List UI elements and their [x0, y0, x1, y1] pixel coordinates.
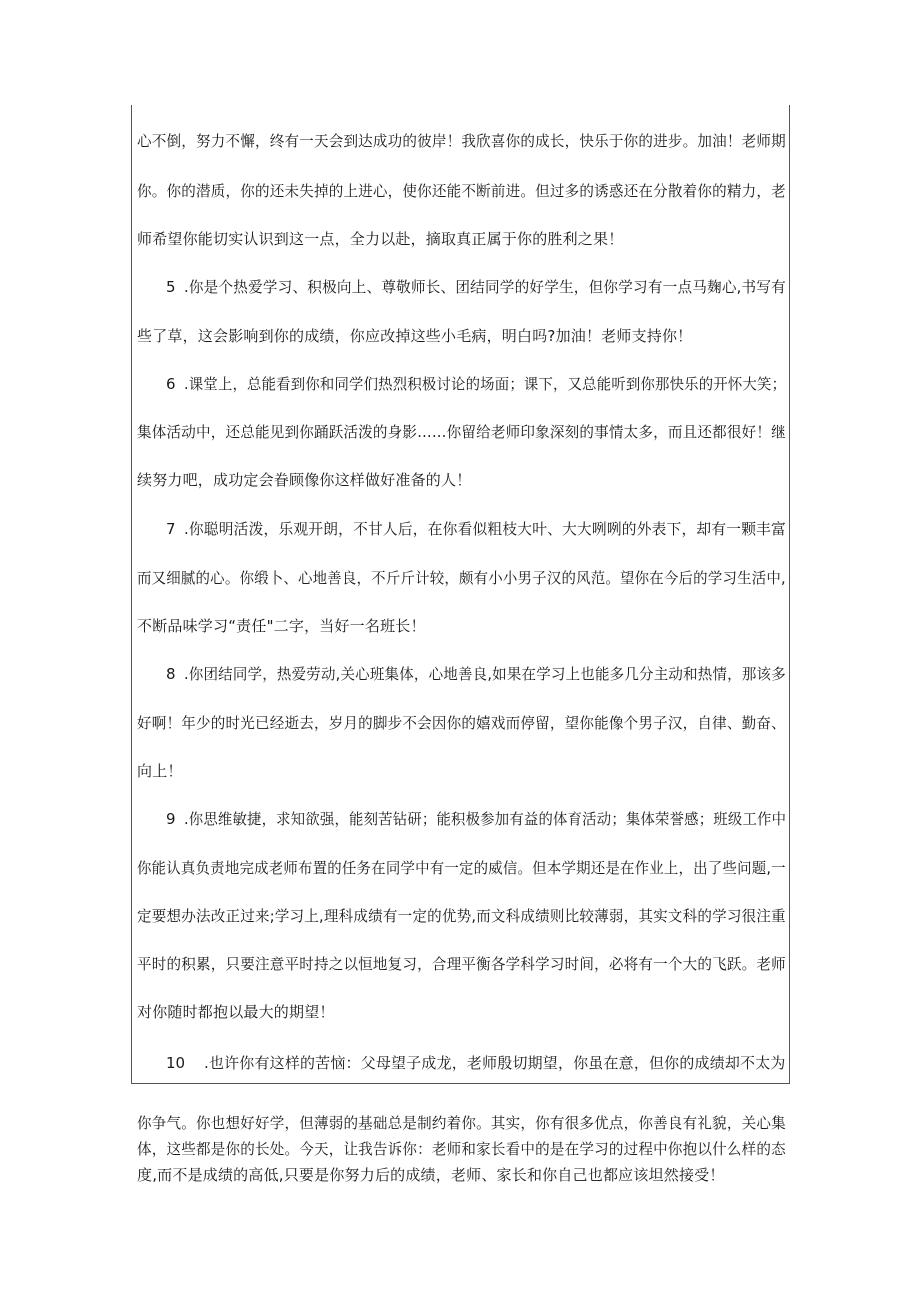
item-number: 9: [166, 810, 176, 828]
paragraph-line: 定要想办法改正过来;学习上,理科成绩有一定的优势,而文科成绩则比较薄弱，其实文科的学习很注重: [137, 907, 786, 925]
item-number: 8: [166, 665, 176, 683]
item-number: 5: [166, 278, 176, 296]
paragraph-line: 续努力吧，成功定会眷顾像你这样做好准备的人！: [137, 471, 472, 489]
paragraph-line: .你是个热爱学习、积极向上、尊敬师长、团结同学的好学生，但你学习有一点马麹心,书写有: [184, 278, 786, 296]
paragraph-line: 不断品味学习“责任"二字，当好一名班长！: [137, 617, 426, 635]
paragraph-line: 些了草，这会影响到你的成绩，你应改掉这些小毛病，明白吗?加油！老师支持你！: [137, 327, 693, 345]
paragraph-line: 好啊！年少的时光已经逝去，岁月的脚步不会因你的嬉戏而停留，望你能像个男子汉，自律、勤奋、: [137, 714, 786, 732]
item-number: 7: [166, 520, 176, 538]
paragraph-line: 你争气。你也想好好学，但薄弱的基础总是制约着你。其实，你有很多优点，你善良有礼貌，关心集: [137, 1114, 786, 1132]
paragraph-line: 而又细腻的心。你缎卜、心地善良，不斤斤计较，颇有小小男子汉的风范。望你在今后的学习生活中,: [137, 569, 786, 587]
paragraph-line: 向上！: [137, 762, 183, 780]
paragraph-line: 平时的积累，只要注意平时持之以恒地复习，合理平衡各学科学习时间，必将有一个大的飞跃。老师: [137, 955, 786, 973]
paragraph-line: 对你随时都抱以最大的期望！: [137, 1003, 335, 1021]
item-number: 6: [166, 375, 176, 393]
paragraph-line: 集体活动中，还总能见到你踊跃活泼的身影……你留给老师印象深刻的事情太多，而且还都很好！继: [137, 423, 786, 441]
paragraph-line: .你团结同学，热爱劳动,关心班集体，心地善良,如果在学习上也能多几分主动和热情，那该多: [184, 665, 786, 683]
paragraph-line: 师希望你能切实认识到这一点，全力以赴，摘取真正属于你的胜利之果！: [137, 230, 624, 248]
text-frame-border: [131, 105, 790, 1084]
item-number: 10: [166, 1054, 186, 1072]
paragraph-line: .你聪明活泼，乐观开朗，不甘人后，在你看似粗枝大叶、大大咧咧的外表下，却有一颗丰富: [184, 520, 786, 538]
paragraph-line: 心不倒，努力不懈，终有一天会到达成功的彼岸！我欣喜你的成长，快乐于你的进步。加油！老师期: [137, 132, 786, 150]
paragraph-line: .你思维敏捷，求知欲强，能刻苦钻研；能积极参加有益的体育活动；集体荣誉感；班级工作中: [184, 810, 787, 828]
paragraph-line: 你能认真负责地完成老师布置的任务在同学中有一定的威信。但本学期还是在作业上，出了些问题,一: [137, 859, 786, 877]
paragraph-line: 体，这些都是你的长处。今天，让我告诉你：老师和家长看中的是在学习的过程中你抱以什么样的态: [137, 1140, 786, 1158]
paragraph-line: .也许你有这样的苦恼：父母望子成龙，老师殷切期望，你虽在意，但你的成绩却不太为: [204, 1054, 786, 1072]
paragraph-line: 度,而不是成绩的高低,只要是你努力后的成绩，老师、家长和你自己也都应该坦然接受！: [137, 1166, 725, 1184]
paragraph-line: 你。你的潜质，你的还未失掉的上进心，使你还能不断前进。但过多的诱惑还在分散着你的精力，老: [137, 182, 786, 200]
paragraph-line: .课堂上，总能看到你和同学们热烈积极讨论的场面；课下，又总能听到你那快乐的开怀大笑；: [184, 375, 787, 393]
